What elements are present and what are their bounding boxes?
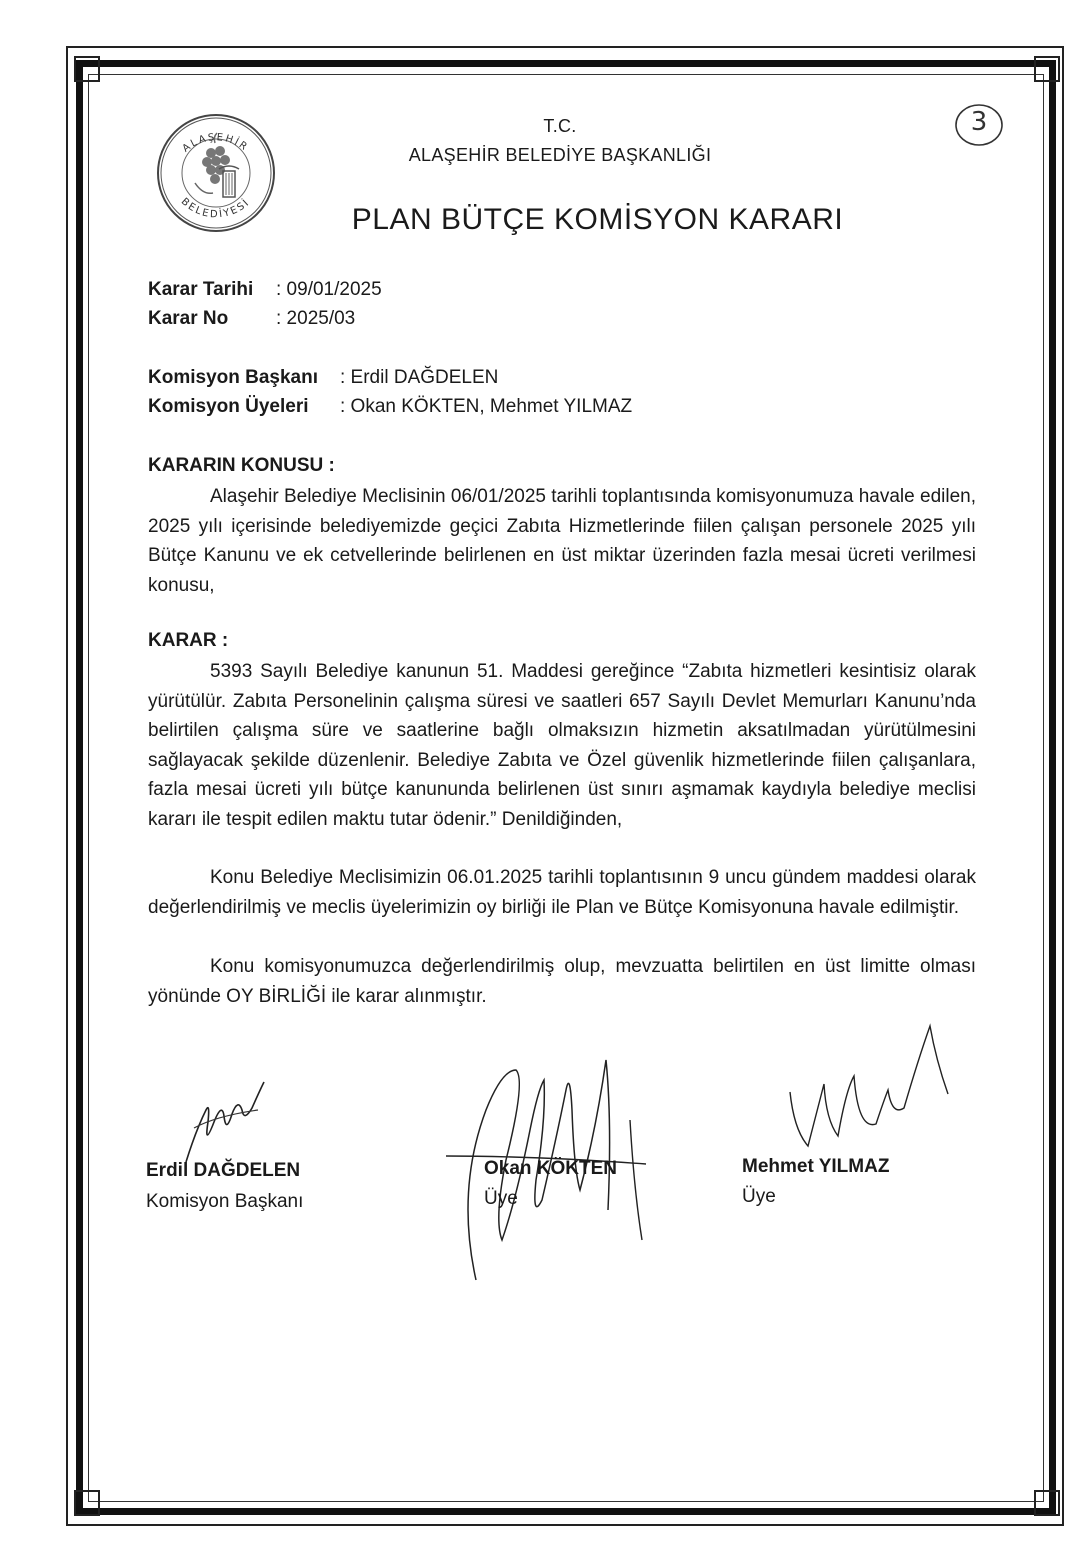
signatory-2-name: Okan KÖKTEN [484, 1158, 618, 1179]
seal-bottom-text: BELEDİYESİ [178, 196, 253, 221]
border-corner [1034, 56, 1060, 82]
decision-date-value: : 09/01/2025 [276, 279, 382, 300]
decision-paragraph-1: 5393 Sayılı Belediye kanunun 51. Maddesi gereğince “Zabıta hizmetleri kesintisiz olarak yürütülür. Zabıta Personelinin çalışma süresi ve saatleri 657 Sayılı Devlet Memurları Kanunu’nda belirtilen çalışma süre ve saatlerine bağlı olmaksızın hizmetin aksatılmadan yürütülmesini sağlayacak şekilde düzenlenir. Belediye Zabıta ve Özel güvenlik hizmetlerinde fiilen çalışanlara, fazla mesai ücreti yılı bütçe kanununda belirlenen üst sınırı aşmamak kaydıyla belediye meclisi kararı ile tespit edilen maktu tutar ödenir.” Denildiğinden, [148, 661, 976, 830]
signatory-2-role: Üye [484, 1188, 518, 1209]
signatory-1-role: Komisyon Başkanı [146, 1191, 304, 1212]
subject-text: Alaşehir Belediye Meclisinin 06/01/2025 tarihli toplantısında komisyonumuza havale edilen, 2025 yılı içerisinde belediyemizde geçici Zabıta Hizmetlerinde fiilen çalışan personele 2025 yılı Bütçe Kanunu ve ek cetvellerinde belirlenen en üst miktar üzerinden fazla mesai ücreti verilmesi konusu, [148, 486, 976, 596]
header-country: T.C. [543, 116, 577, 136]
signatory-3-role: Üye [742, 1186, 776, 1207]
commission-chair-label: Komisyon Başkanı [148, 367, 318, 388]
commission-members-label: Komisyon Üyeleri [148, 396, 309, 417]
handwritten-page-number: 3 [954, 103, 1004, 149]
svg-text:BELEDİYESİ [179, 195, 253, 220]
decision-paragraph-3: Konu komisyonumuzca değerlendirilmiş olup, mevzuatta belirtilen en üst limitte olması yönünde OY BİRLİĞİ ile karar alınmıştır. [148, 956, 976, 1007]
decision-paragraph-2: Konu Belediye Meclisimizin 06.01.2025 tarihli toplantısının 9 uncu gündem maddesi olarak değerlendirilmiş ve meclis üyelerimizin oy birliği ile Plan ve Bütçe Komisyonuna havale edilmiştir. [148, 867, 976, 918]
border-corner [74, 1490, 100, 1516]
border-corner [74, 56, 100, 82]
municipality-seal-logo [155, 113, 277, 233]
decision-no-value: : 2025/03 [276, 308, 356, 329]
decision-no-label: Karar No [148, 308, 229, 329]
signature-erdil-dagdelen [170, 1070, 280, 1170]
commission-chair-value: : Erdil DAĞDELEN [340, 367, 499, 388]
subject-heading: KARARIN KONUSU : [148, 455, 335, 476]
decision-heading: KARAR : [148, 630, 229, 651]
signature-mehmet-yilmaz [780, 1020, 960, 1160]
commission-members-value: : Okan KÖKTEN, Mehmet YILMAZ [340, 396, 633, 417]
document-title: PLAN BÜTÇE KOMİSYON KARARI [351, 203, 844, 236]
signatory-1-name: Erdil DAĞDELEN [146, 1160, 301, 1181]
header-organization: ALAŞEHİR BELEDİYE BAŞKANLIĞI [408, 145, 712, 165]
decision-date-label: Karar Tarihi [148, 279, 254, 300]
seal-top-text: ALAŞEHİR [180, 132, 251, 155]
signatory-3-name: Mehmet YILMAZ [742, 1156, 890, 1177]
border-corner [1034, 1490, 1060, 1516]
